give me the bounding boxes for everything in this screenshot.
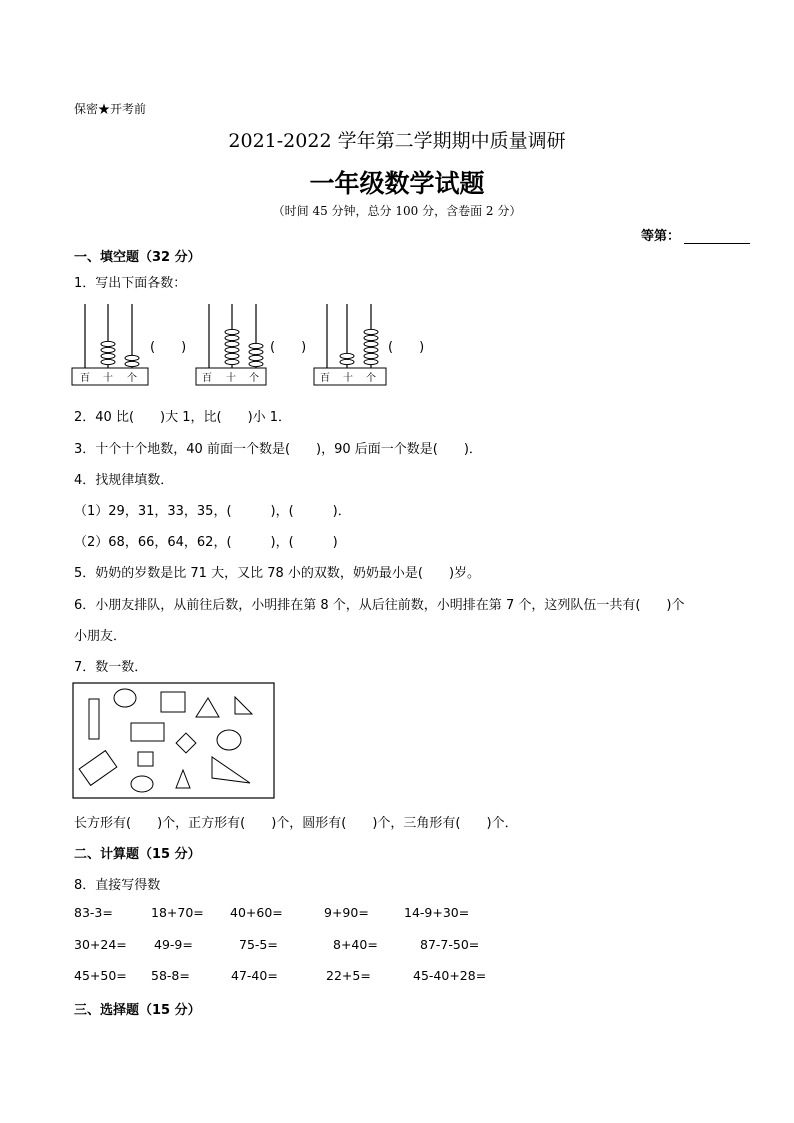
question-4: 4．找规律填数． bbox=[74, 473, 174, 488]
exam-title: 2021-2022 学年第二学期期中质量调研 bbox=[228, 130, 566, 152]
calc-0-2: 40+60= bbox=[230, 905, 283, 920]
calc-2-3: 22+5= bbox=[326, 968, 371, 983]
abacus-2-tens-beads bbox=[249, 343, 263, 366]
calc-0-3: 9+90= bbox=[324, 905, 369, 920]
circle-shape bbox=[131, 776, 153, 792]
abacus-2 bbox=[196, 304, 306, 385]
calc-1-1: 49-9= bbox=[154, 937, 193, 952]
grade-label: 等第： bbox=[641, 229, 681, 244]
question-7-answer: 长方形有( )个，正方形有( )个，圆形有( )个，三角形有( )个． bbox=[74, 816, 518, 831]
calc-2-1: 58-8= bbox=[151, 968, 190, 983]
question-4-part-1: （1）29，31，33，35，( )，( )． bbox=[74, 504, 351, 519]
abacus-3-ones-beads bbox=[364, 329, 378, 364]
abacus-figures bbox=[70, 300, 440, 392]
abacus-1-tens-beads bbox=[101, 341, 115, 364]
calc-1-0: 30+24= bbox=[74, 937, 127, 952]
grade-blank-line bbox=[684, 231, 750, 244]
abacus-1-ones-beads bbox=[125, 355, 139, 366]
calc-0-0: 83-3= bbox=[74, 905, 113, 920]
question-1: 1．写出下面各数： bbox=[74, 276, 187, 291]
section2-heading: 二、计算题（15 分） bbox=[74, 847, 201, 862]
calc-1-3: 8+40= bbox=[333, 937, 378, 952]
square-shape bbox=[138, 752, 153, 766]
question-7: 7．数一数． bbox=[74, 660, 148, 675]
abacus-2-label-tens: 十 bbox=[226, 373, 236, 384]
rectangle-shape bbox=[89, 699, 99, 739]
circle-shape bbox=[217, 730, 241, 750]
abacus-2-label-ones: 个 bbox=[249, 373, 259, 384]
question-8: 8．直接写得数 bbox=[74, 878, 161, 893]
confidential-label: 保密★开考前 bbox=[74, 102, 147, 116]
abacus-3 bbox=[314, 304, 424, 385]
abacus-3-answer-paren: ( ) bbox=[388, 340, 425, 355]
abacus-1-label-ones: 个 bbox=[127, 373, 137, 384]
abacus-1-label-tens: 十 bbox=[103, 373, 113, 384]
abacus-3-tens-beads bbox=[340, 353, 354, 364]
circle-shape bbox=[114, 689, 136, 707]
calc-2-0: 45+50= bbox=[74, 968, 127, 983]
question-2: 2．40 比( )大 1，比( )小 1． bbox=[74, 410, 292, 425]
question-3: 3．十个十个地数，40 前面一个数是( )，90 后面一个数是( )． bbox=[74, 442, 482, 457]
abacus-1-answer-paren: ( ) bbox=[150, 340, 187, 355]
calc-1-4: 87-7-50= bbox=[420, 937, 480, 952]
question-6-line-1: 6．小朋友排队，从前往后数，小明排在第 8 个，从后往前数，小明排在第 7 个，这列队伍一共有( )个 bbox=[74, 598, 685, 613]
calc-1-2: 75-5= bbox=[239, 937, 278, 952]
subject-title: 一年级数学试题 bbox=[309, 169, 485, 198]
question-6-line-2: 小朋友． bbox=[74, 629, 127, 644]
question-4-part-2: （2）68，66，64，62，( )，( ) bbox=[74, 535, 338, 550]
calc-0-1: 18+70= bbox=[151, 905, 204, 920]
abacus-3-label-hundreds: 百 bbox=[320, 373, 330, 384]
section3-heading: 三、选择题（15 分） bbox=[74, 1003, 201, 1018]
grade-field bbox=[641, 225, 750, 244]
rectangle-shape bbox=[161, 692, 185, 712]
shapes-figure bbox=[72, 682, 276, 800]
abacus-2-hundreds-beads bbox=[225, 329, 239, 364]
abacus-1 bbox=[72, 304, 186, 385]
exam-note: （时间 45 分钟，总分 100 分，含卷面 2 分） bbox=[272, 204, 522, 218]
abacus-2-label-hundreds: 百 bbox=[202, 373, 212, 384]
abacus-3-label-ones: 个 bbox=[366, 373, 376, 384]
abacus-2-answer-paren: ( ) bbox=[270, 340, 307, 355]
abacus-3-label-tens: 十 bbox=[343, 373, 353, 384]
calc-2-2: 47-40= bbox=[231, 968, 278, 983]
calc-2-4: 45-40+28= bbox=[413, 968, 487, 983]
calc-0-4: 14-9+30= bbox=[404, 905, 470, 920]
rectangle-shape bbox=[131, 723, 164, 741]
section1-heading: 一、填空题（32 分） bbox=[74, 250, 201, 265]
abacus-1-label-hundreds: 百 bbox=[80, 373, 90, 384]
question-5: 5．奶奶的岁数是比 71 大，又比 78 小的双数，奶奶最小是( )岁。 bbox=[74, 566, 481, 581]
